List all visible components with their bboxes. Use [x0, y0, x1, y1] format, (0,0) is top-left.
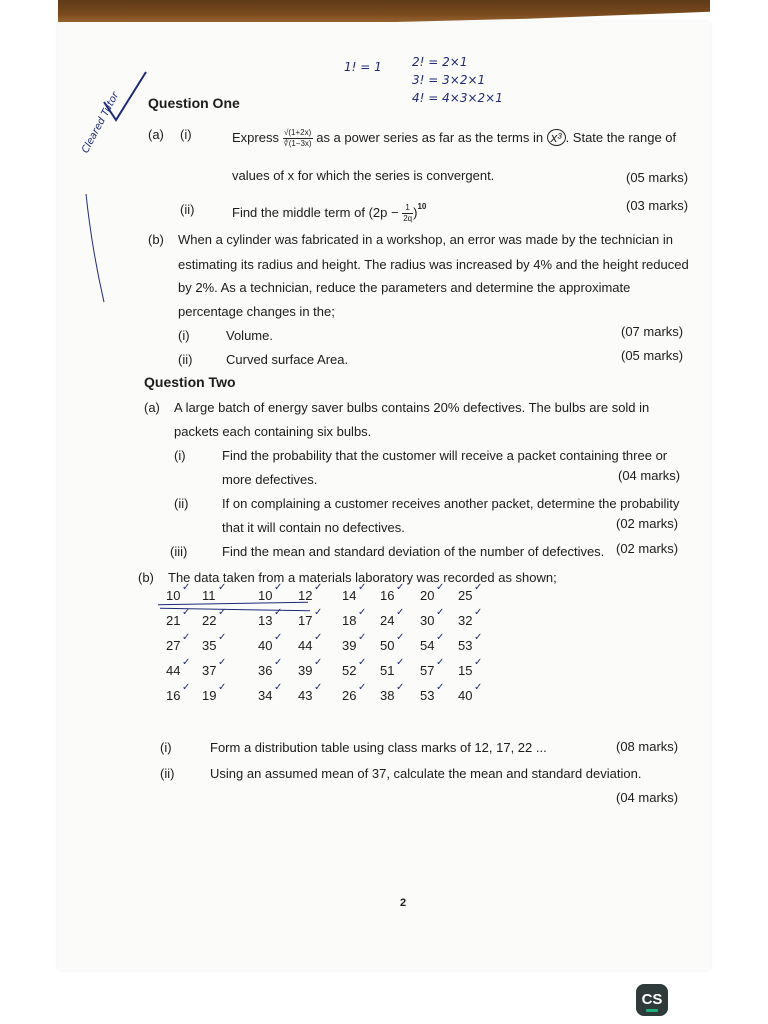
camscanner-logo	[636, 984, 668, 1016]
tick-icon: ✓	[436, 607, 445, 618]
tick-icon: ✓	[274, 682, 283, 693]
tick-icon: ✓	[474, 632, 483, 643]
logo-accent	[646, 1009, 658, 1012]
data-cell: 27	[166, 638, 181, 653]
tick-icon: ✓	[218, 682, 227, 693]
q2-b-i-marks: (08 marks)	[616, 739, 679, 754]
q2-b-ii-label: (ii)	[160, 766, 175, 781]
tick-icon: ✓	[274, 582, 283, 593]
tick-icon: ✓	[314, 657, 323, 668]
fraction-denominator: ∛(1−3x)	[283, 139, 312, 148]
q1-a-label: (a)	[148, 127, 164, 142]
data-cell: 37	[202, 663, 217, 678]
q2-b-ii-marks: (04 marks)	[616, 790, 679, 805]
q2-a-iii-marks: (02 marks)	[616, 541, 679, 556]
q2-b-i-text: Form a distribution table using class marks of 12, 17, 22 ...	[210, 740, 547, 755]
data-cell: 25	[458, 588, 473, 603]
q1-b-label: (b)	[148, 232, 164, 247]
data-cell: 57	[420, 663, 435, 678]
logo-text: CS	[641, 991, 663, 1008]
tick-icon: ✓	[358, 632, 367, 643]
q2-a-iii-text: Find the mean and standard deviation of the number of defectives.	[222, 544, 605, 559]
q2-b-i-label: (i)	[160, 740, 172, 755]
data-cell: 54	[420, 638, 435, 653]
q1-b-line4: percentage changes in the;	[178, 304, 335, 319]
tick-icon: ✓	[474, 582, 483, 593]
q2-a-ii-line1: If on complaining a customer receives another packet, determine the probability	[222, 496, 680, 511]
data-cell: 35	[202, 638, 217, 653]
tick-icon: ✓	[182, 632, 191, 643]
data-cell: 40	[258, 638, 273, 653]
q1-a-i-text	[232, 128, 676, 149]
data-cell: 51	[380, 663, 395, 678]
q1-a-ii-find: Find the middle term of	[232, 205, 365, 220]
data-cell: 30	[420, 613, 435, 628]
fraction-numerator: √(1+2x)	[283, 128, 312, 137]
q1-a-ii-fraction	[402, 203, 413, 224]
q1-a-i-express: Express	[232, 129, 279, 145]
q1-a-ii-text	[232, 202, 426, 224]
data-cell: 44	[298, 638, 313, 653]
q2-a-ii-label: (ii)	[174, 496, 189, 511]
tick-icon: ✓	[218, 632, 227, 643]
tick-icon: ✓	[274, 657, 283, 668]
fraction-numerator: 1	[402, 203, 413, 214]
tick-icon: ✓	[274, 632, 283, 643]
tick-icon: ✓	[396, 682, 405, 693]
q1-b-i-label: (i)	[178, 328, 190, 343]
q2-b-ii-text: Using an assumed mean of 37, calculate the mean and standard deviation.	[210, 766, 642, 781]
q1-a-i-line2: values of x for which the series is convergent.	[232, 168, 495, 183]
circled-term: x³	[547, 129, 566, 146]
data-cell: 11	[202, 588, 216, 603]
data-cell: 43	[298, 688, 313, 703]
page-number: 2	[400, 897, 407, 909]
q2-b-label: (b)	[138, 570, 154, 585]
tick-icon: ✓	[358, 682, 367, 693]
tick-icon: ✓	[218, 607, 227, 618]
q2-a-line2: packets each containing six bulbs.	[174, 424, 372, 439]
data-cell: 10	[166, 588, 181, 603]
data-cell: 24	[380, 613, 395, 628]
q1-b-ii-text: Curved surface Area.	[226, 352, 349, 367]
tick-icon: ✓	[358, 607, 367, 618]
data-cell: 16	[380, 588, 395, 603]
tick-icon: ✓	[218, 657, 227, 668]
fraction-denominator: 2q	[403, 214, 413, 224]
question-one-heading: Question One	[148, 95, 240, 111]
data-cell: 16	[166, 688, 181, 703]
q2-a-ii-line2: that it will contain no defectives.	[222, 520, 405, 535]
data-cell: 15	[458, 663, 473, 678]
tick-icon: ✓	[182, 682, 191, 693]
q2-a-label: (a)	[144, 400, 160, 415]
q1-a-i-mid: as a power series as far as the terms in	[316, 129, 544, 145]
tick-icon: ✓	[314, 682, 323, 693]
data-cell: 36	[258, 663, 273, 678]
q1-a-i-fraction	[283, 128, 313, 149]
tick-icon: ✓	[474, 607, 483, 618]
tick-icon: ✓	[436, 582, 445, 593]
q1-a-i-label: (i)	[180, 127, 192, 142]
q1-b-ii-label: (ii)	[178, 352, 193, 367]
q2-a-i-line2: more defectives.	[222, 472, 318, 487]
data-cell: 39	[298, 663, 313, 678]
tick-icon: ✓	[358, 657, 367, 668]
data-cell: 20	[420, 588, 435, 603]
data-cell: 17	[298, 613, 313, 628]
tick-icon: ✓	[436, 682, 445, 693]
q1-b-i-marks: (07 marks)	[621, 324, 684, 339]
data-cell: 13	[258, 613, 273, 628]
tick-icon: ✓	[474, 657, 483, 668]
tick-icon: ✓	[436, 632, 445, 643]
tick-icon: ✓	[396, 657, 405, 668]
q2-a-i-marks: (04 marks)	[618, 468, 681, 483]
data-cell: 38	[380, 688, 395, 703]
data-cell: 53	[420, 688, 435, 703]
q2-a-i-label: (i)	[174, 448, 186, 463]
tick-icon: ✓	[218, 582, 227, 593]
expr-power: 10	[417, 202, 427, 211]
q2-a-line1: A large batch of energy saver bulbs contains 20% defectives. The bulbs are sold in	[174, 400, 650, 415]
tick-icon: ✓	[182, 607, 191, 618]
data-cell: 44	[166, 663, 181, 678]
q1-b-ii-marks: (05 marks)	[621, 348, 684, 363]
tick-icon: ✓	[274, 607, 283, 618]
handwritten-note-4: 4! = 4×3×2×1	[412, 91, 503, 105]
tick-icon: ✓	[436, 657, 445, 668]
tick-icon: ✓	[358, 582, 367, 593]
q1-b-line3: by 2%. As a technician, reduce the parameters and determine the approximate	[178, 280, 631, 295]
data-cell: 19	[202, 688, 217, 703]
data-cell: 21	[166, 613, 181, 628]
handwritten-note-2: 2! = 2×1	[412, 55, 468, 69]
tick-icon: ✓	[396, 607, 405, 618]
tick-icon: ✓	[396, 582, 405, 593]
handwritten-note-1: 1! = 1	[344, 60, 382, 74]
data-cell: 50	[380, 638, 395, 653]
q1-a-i-marks: (05 marks)	[626, 170, 689, 185]
data-cell: 14	[342, 588, 357, 603]
q1-b-i-text: Volume.	[226, 328, 273, 343]
data-cell: 39	[342, 638, 357, 653]
tick-icon: ✓	[314, 582, 323, 593]
q1-a-i-post: . State the range of	[565, 129, 677, 145]
q2-b-text: The data taken from a materials laboratory was recorded as shown;	[168, 570, 557, 585]
data-cell: 34	[258, 688, 273, 703]
expr-open: (2p −	[368, 205, 399, 220]
data-cell: 40	[458, 688, 473, 703]
margin-line	[82, 190, 112, 310]
q2-a-ii-marks: (02 marks)	[616, 516, 679, 531]
q1-a-ii-marks: (03 marks)	[626, 198, 689, 213]
tick-icon: ✓	[314, 632, 323, 643]
tick-icon: ✓	[474, 682, 483, 693]
data-cell: 18	[342, 613, 357, 628]
q1-b-line2: estimating its radius and height. The radius was increased by 4% and the height reduced	[178, 257, 689, 272]
data-cell: 22	[202, 613, 217, 628]
data-cell: 32	[458, 613, 473, 628]
data-cell: 53	[458, 638, 473, 653]
handwritten-note-3: 3! = 3×2×1	[412, 73, 486, 87]
q1-b-line1: When a cylinder was fabricated in a workshop, an error was made by the technician in	[178, 232, 673, 247]
q1-a-ii-label: (ii)	[180, 202, 195, 217]
data-cell: 52	[342, 663, 357, 678]
tick-icon: ✓	[314, 607, 323, 618]
tick-icon: ✓	[182, 582, 191, 593]
expr-close: )	[413, 205, 418, 220]
tick-icon: ✓	[182, 657, 191, 668]
question-two-heading: Question Two	[144, 374, 236, 390]
q2-a-i-line1: Find the probability that the customer will receive a packet containing three or	[222, 448, 668, 463]
data-cell: 10	[258, 588, 273, 603]
tick-icon: ✓	[396, 632, 405, 643]
data-cell: 12	[298, 588, 313, 603]
data-cell: 26	[342, 688, 357, 703]
margin-note: Cleared Tutor	[80, 90, 122, 156]
q2-a-iii-label: (iii)	[170, 544, 188, 559]
